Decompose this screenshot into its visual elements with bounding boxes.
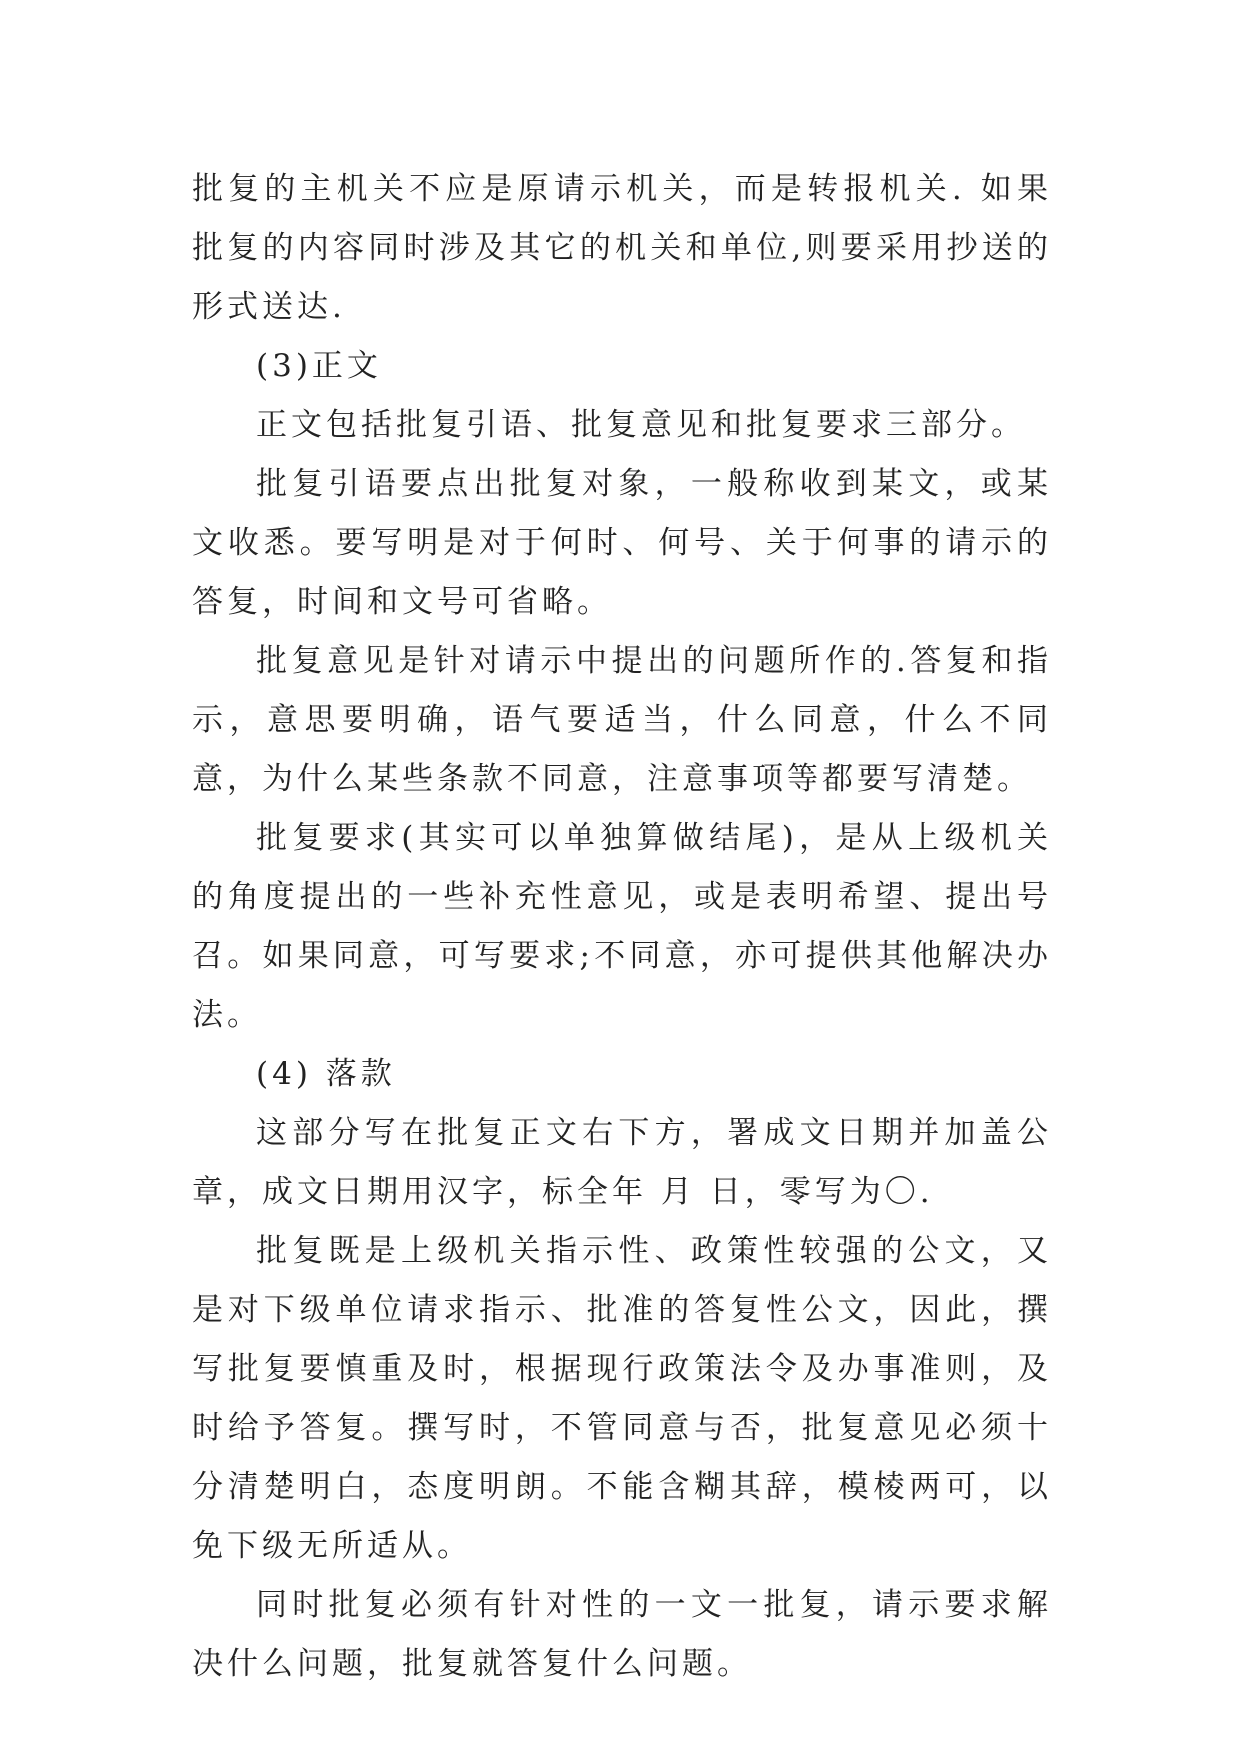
section-heading-signature: (4) 落款 xyxy=(256,1056,396,1092)
section-heading-body: (3)正文 xyxy=(256,348,382,384)
paragraph-continuation: 批复的主机关不应是原请示机关，而是转报机关. 如果批复的内容同时涉及其它的机关和单位,则要采用抄送的形式送达. xyxy=(192,171,1052,325)
paragraph-writing-guidance: 批复既是上级机关指示性、政策性较强的公文，又是对下级单位请求指示、批准的答复性公文，因此，撰写批复要慎重及时，根据现行政策法令及办事准则，及时给予答复。撰写时，不管同意与否，批复意见必须十分清楚明白，态度明朗。不能含糊其辞，模棱两可，以免下级无所适从。 xyxy=(192,1233,1052,1564)
paragraph-reply-opinion: 批复意见是针对请示中提出的问题所作的.答复和指示，意思要明确，语气要适当，什么同意，什么不同意，为什么某些条款不同意，注意事项等都要写清楚。 xyxy=(192,643,1052,797)
paragraph-reply-intro: 批复引语要点出批复对象，一般称收到某文，或某文收悉。要写明是对于何时、何号、关于何事的请示的答复，时间和文号可省略。 xyxy=(192,466,1052,620)
paragraph-targeting: 同时批复必须有针对性的一文一批复，请示要求解决什么问题，批复就答复什么问题。 xyxy=(192,1587,1052,1682)
paragraph-signature-details: 这部分写在批复正文右下方，署成文日期并加盖公章，成文日期用汉字，标全年 月 日，零写为〇. xyxy=(192,1115,1052,1210)
paragraph-reply-requirement: 批复要求(其实可以单独算做结尾)，是从上级机关的角度提出的一些补充性意见，或是表明希望、提出号召。如果同意，可写要求;不同意，亦可提供其他解决办法。 xyxy=(192,820,1052,1033)
paragraph-body-overview: 正文包括批复引语、批复意见和批复要求三部分。 xyxy=(256,407,1026,443)
document-body xyxy=(192,160,1052,1694)
